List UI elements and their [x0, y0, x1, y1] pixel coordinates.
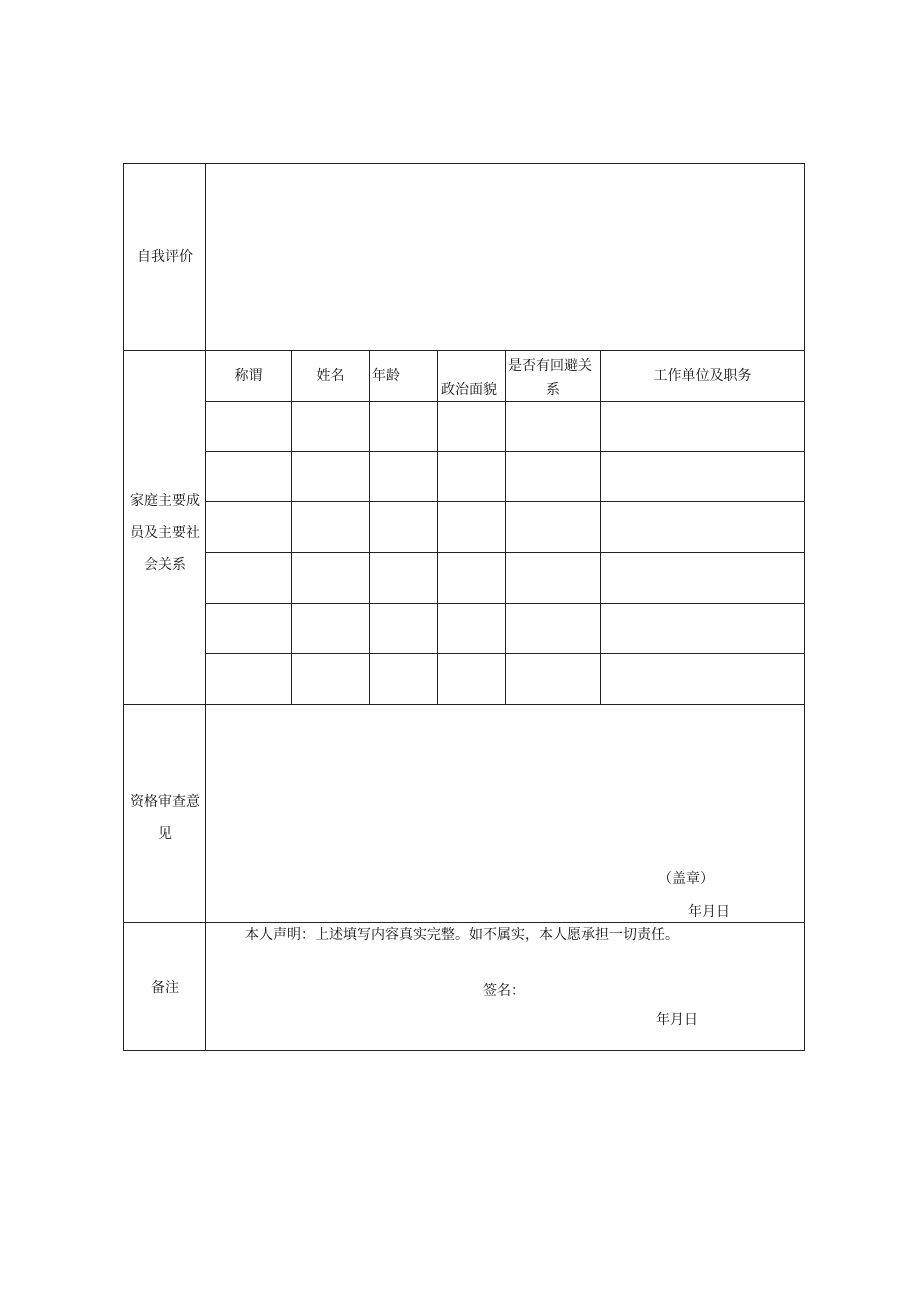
- family-relations-label: 家庭主要成 员及主要社 会关系: [130, 493, 200, 573]
- qualification-review-field[interactable]: [206, 705, 804, 922]
- remarks-label: 备注: [151, 980, 179, 996]
- seal-text: （盖章）: [658, 871, 714, 887]
- application-form-table: [123, 163, 805, 1051]
- family-row[interactable]: [206, 604, 804, 653]
- header-political-status: 政治面貌: [441, 382, 497, 398]
- family-row[interactable]: [206, 402, 804, 451]
- family-row[interactable]: [206, 654, 804, 704]
- signature-label: 签名：: [483, 983, 525, 999]
- header-title: 称谓: [234, 368, 263, 384]
- declaration-text: 本人声明：上述填写内容真实完整。如不属实，本人愿承担一切责任。: [245, 927, 679, 943]
- family-row[interactable]: [206, 502, 804, 552]
- header-avoidance-line1: 是否有回避关: [508, 358, 592, 374]
- divider-qualification: [124, 922, 804, 923]
- header-avoidance-line2: 系: [546, 382, 560, 398]
- qualification-review-label: 资格审查意 见: [130, 794, 200, 842]
- review-date: 年月日: [688, 904, 730, 920]
- remarks-date: 年月日: [656, 1012, 698, 1028]
- family-row[interactable]: [206, 553, 804, 603]
- self-evaluation-field[interactable]: [206, 164, 804, 350]
- header-name: 姓名: [316, 368, 345, 384]
- self-evaluation-label: 自我评价: [137, 249, 193, 265]
- header-age: 年龄: [372, 368, 400, 384]
- family-row[interactable]: [206, 452, 804, 501]
- divider-self-evaluation: [124, 350, 804, 351]
- header-work-position: 工作单位及职务: [653, 368, 752, 384]
